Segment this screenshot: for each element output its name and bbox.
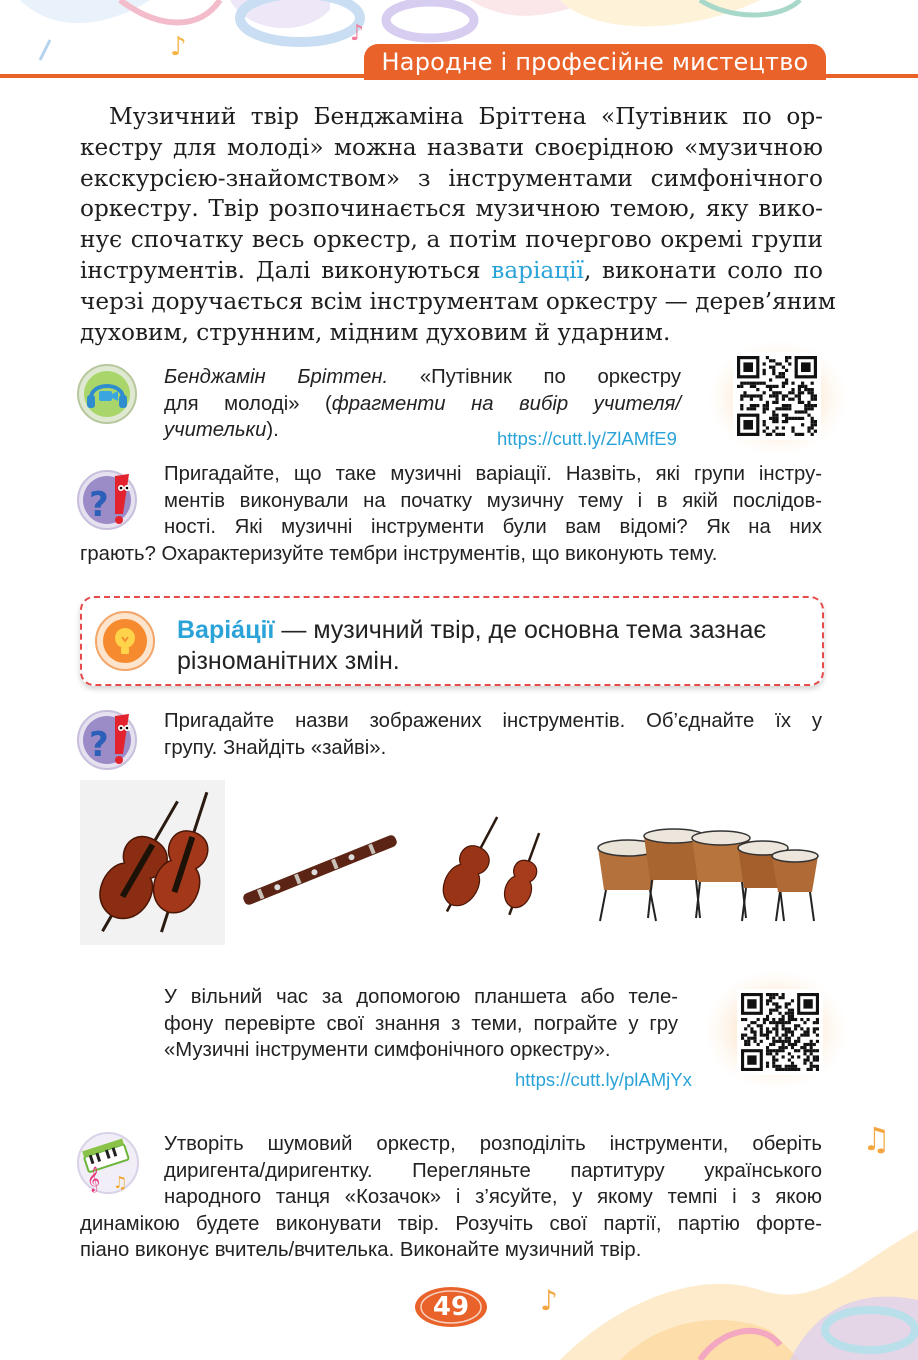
bassoon-image	[234, 820, 406, 920]
listen-text: для молоді» (	[164, 392, 332, 415]
work-title: «Путівник по оркестру	[388, 366, 682, 388]
headphones-video-icon	[77, 364, 137, 424]
intro-line	[80, 256, 823, 287]
svg-text:?: ?	[89, 725, 109, 765]
violin-viola-pair-image	[424, 805, 554, 925]
svg-text:𝄞: 𝄞	[87, 1167, 101, 1192]
svg-text:♫: ♫	[113, 1173, 128, 1192]
question-line: грають? Охарактеризуйте тембри інструментів, що виконують тему.	[80, 542, 718, 565]
game-line: У вільний час за допомогою планшета або теле-	[164, 986, 678, 1008]
game-line: фону перевірте свої знання з теми, пограйте у гру	[164, 1012, 678, 1035]
composer-name: Бенджамін Бріттен.	[164, 366, 389, 388]
intro-line: оркестру. Твір розпочинається музичною темою, яку вико-	[80, 195, 823, 223]
game-link[interactable]: https://cutt.ly/plAMjYx	[515, 1069, 692, 1090]
intro-line: духовим, струнним, мідним духовим й ударним.	[80, 318, 671, 346]
intro-text: інструментів. Далі виконуються	[80, 256, 492, 284]
svg-text:♫: ♫	[862, 1120, 891, 1158]
svg-text:♪: ♪	[170, 32, 187, 62]
intro-line: черзі доручається всім інструментам оркестру — дерев’яним	[80, 287, 836, 315]
task-line: динамікою будете виконувати твір. Розучіть свої партії, партію форте-	[80, 1212, 822, 1235]
question-line: ності. Які музичні інструменти були вам відомі? Як на них	[164, 516, 822, 538]
question-line: Пригадайте назви зображених інструментів. Об’єднайте їх у	[164, 710, 822, 732]
intro-line: екскурсією-знайомством» з інструментами симфонічного	[80, 164, 823, 192]
qr-code-listen[interactable]	[737, 356, 817, 436]
section-title: Народне і професійне мистецтво	[381, 48, 809, 76]
intro-line: кестру для молоді» можна назвати своєрідною «музичною	[80, 133, 823, 161]
listen-line	[164, 364, 681, 391]
intro-line: нує спочатку весь оркестр, а потім почергово окремі групи	[80, 226, 823, 254]
term-variations: варіації	[491, 256, 584, 284]
listen-link[interactable]: https://cutt.ly/ZlAMfE9	[497, 428, 677, 449]
question-1	[80, 461, 822, 567]
question-2	[164, 708, 822, 761]
cello-pair-image	[80, 780, 225, 945]
game-line: «Музичні інструменти симфонічного оркестру».	[164, 1039, 611, 1061]
intro-text: , виконати соло по	[583, 256, 823, 284]
question-line: ментів виконували на початку музичну тему і в якій послідов-	[164, 489, 822, 512]
question-mascot-icon	[77, 706, 137, 766]
qr-code-game[interactable]	[741, 993, 819, 1071]
timpani-set-image	[592, 826, 822, 924]
svg-text:♪: ♪	[350, 21, 365, 46]
task-line: Утворіть шумовий оркестр, розподіліть інструменти, оберіть	[164, 1133, 822, 1155]
task-line: піано виконує вчитель/вчителька. Виконайте музичний твір.	[80, 1239, 642, 1261]
intro-paragraph	[80, 102, 836, 348]
listen-line	[164, 391, 681, 418]
definition-body: різноманітних змін.	[177, 647, 400, 675]
listen-text: ).	[266, 419, 279, 441]
definition-text	[177, 615, 817, 677]
game-block	[164, 984, 678, 1064]
intro-line: Музичний твір Бенджаміна Бріттена «Путівник по ор-	[109, 103, 823, 130]
listen-note: фрагменти на вибір учителя/	[331, 392, 682, 415]
lightbulb-icon	[95, 611, 155, 671]
page-number: 49	[432, 1292, 470, 1322]
svg-text:♪: ♪	[540, 1284, 558, 1317]
task-line: народного танця «Козачок» і з’ясуйте, у якому темпі і з якою	[164, 1186, 822, 1208]
task-block	[80, 1131, 822, 1264]
question-line: групу. Знайдіть «зайві».	[164, 736, 387, 759]
definition-body: — музичний твір, де основна тема зазнає	[274, 616, 767, 644]
question-line: Пригадайте, що таке музичні варіації. Назвіть, які групи інстру-	[164, 463, 822, 485]
definition-term: Варіáції	[177, 616, 275, 644]
task-line: диригента/диригентку. Перегляньте партитуру українського	[164, 1159, 822, 1182]
listen-note: учительки	[164, 419, 267, 441]
svg-text:?: ?	[89, 485, 109, 525]
